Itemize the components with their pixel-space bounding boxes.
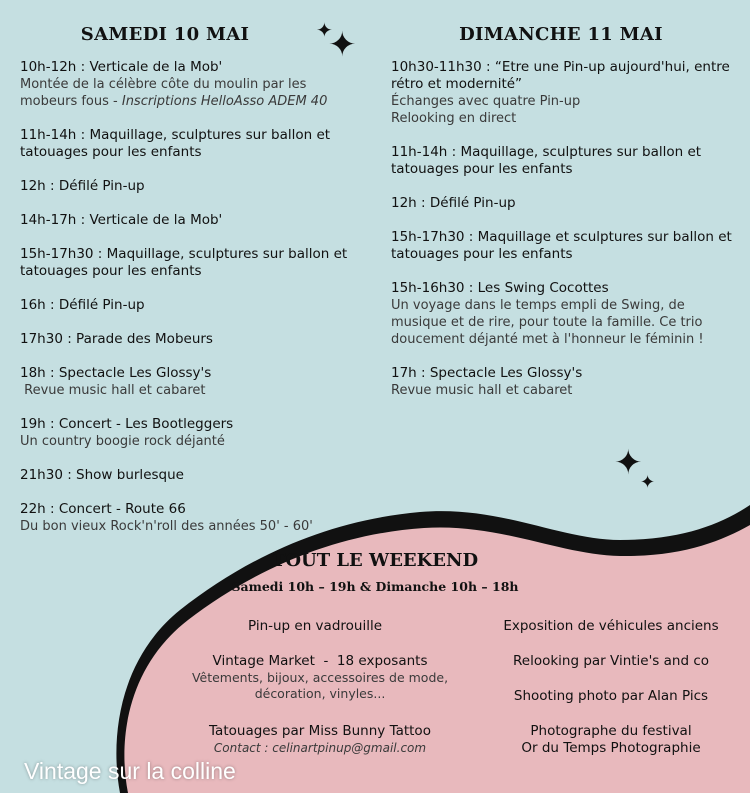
saturday-event <box>20 297 350 314</box>
saturday-event <box>20 467 350 484</box>
saturday-event <box>20 212 350 229</box>
sunday-event <box>391 280 741 348</box>
weekend-item-title: Relooking par Vintie's and co <box>512 653 710 669</box>
weekend-item <box>482 688 740 705</box>
event-title: 19h : Concert - Les Bootleggers <box>20 416 234 432</box>
saturday-event <box>20 246 350 280</box>
weekend-item <box>180 653 460 702</box>
sparkle-icon: ✦ <box>316 18 333 42</box>
sparkle-icon: ✦ <box>614 443 643 483</box>
event-desc: Revue music hall et cabaret <box>391 383 573 398</box>
weekend-item-title: Exposition de véhicules anciens <box>503 618 719 634</box>
event-desc: Montée de la célèbre côte du moulin par les mobeurs fous - Inscriptions HelloAsso ADEM 40 <box>20 77 328 109</box>
watermark-text: Vintage sur la colline <box>24 758 236 784</box>
sunday-heading: DIMANCHE 11 MAI <box>459 24 663 45</box>
event-title: 11h-14h : Maquillage, sculptures sur ballon et tatouages pour les enfants <box>391 144 702 177</box>
saturday-event <box>20 127 350 161</box>
event-title: 12h : Défilé Pin-up <box>391 195 516 211</box>
weekend-item-title: Vintage Market - 18 exposants <box>212 653 428 669</box>
weekend-item <box>190 618 440 635</box>
event-title: 21h30 : Show burlesque <box>20 467 184 483</box>
weekend-item-contact: Contact : celinartpinup@gmail.com <box>213 741 427 755</box>
sunday-event <box>391 229 741 263</box>
weekend-item-title: Pin-up en vadrouille <box>247 618 383 634</box>
event-title: 16h : Défilé Pin-up <box>20 297 145 313</box>
event-title: 17h : Spectacle Les Glossy's <box>391 365 583 381</box>
saturday-column <box>20 24 350 552</box>
weekend-section <box>190 550 750 594</box>
saturday-event <box>20 501 350 535</box>
event-desc: Échanges avec quatre Pin-up <box>391 94 581 109</box>
event-title: 22h : Concert - Route 66 <box>20 501 186 517</box>
sparkle-icon: ✦ <box>640 472 656 493</box>
event-desc: Du bon vieux Rock'n'roll des années 50' - 60' <box>20 519 313 534</box>
weekend-item-title: Tatouages par Miss Bunny Tattoo <box>209 723 431 739</box>
event-desc: Relooking en direct <box>391 111 517 126</box>
event-desc: Revue music hall et cabaret <box>20 383 206 398</box>
event-title: 15h-17h30 : Maquillage, sculptures sur ballon et tatouages pour les enfants <box>20 246 348 279</box>
sunday-event <box>391 195 741 212</box>
weekend-hours: Samedi 10h – 19h & Dimanche 10h – 18h <box>231 579 519 594</box>
weekend-item <box>482 618 740 635</box>
sunday-event <box>391 365 741 399</box>
event-title: 10h-12h : Verticale de la Mob' <box>20 59 223 75</box>
saturday-event <box>20 416 350 450</box>
saturday-event <box>20 59 350 110</box>
weekend-item-desc: Vêtements, bijoux, accessoires de mode, décoration, vinyles... <box>191 670 449 701</box>
saturday-event <box>20 178 350 195</box>
sparkle-icon: ✦ <box>328 25 357 65</box>
sunday-event <box>391 144 741 178</box>
sunday-event <box>391 59 741 127</box>
saturday-heading: SAMEDI 10 MAI <box>80 24 250 45</box>
event-title: 18h : Spectacle Les Glossy's <box>20 365 212 381</box>
saturday-event <box>20 365 350 399</box>
event-title: 10h30-11h30 : “Etre une Pin-up aujourd'hui, entre rétro et modernité” <box>391 59 730 92</box>
event-title: 15h-17h30 : Maquillage et sculptures sur ballon et tatouages pour les enfants <box>391 229 732 262</box>
event-title: 15h-16h30 : Les Swing Cocottes <box>391 280 609 296</box>
event-title: 14h-17h : Verticale de la Mob' <box>20 212 223 228</box>
saturday-event <box>20 331 350 348</box>
weekend-item <box>482 653 740 670</box>
event-title: 12h : Défilé Pin-up <box>20 178 145 194</box>
event-desc: Un country boogie rock déjanté <box>20 434 225 449</box>
event-title: 11h-14h : Maquillage, sculptures sur ballon et tatouages pour les enfants <box>20 127 331 160</box>
weekend-item-subtitle: Or du Temps Photographie <box>521 740 701 756</box>
event-title: 17h30 : Parade des Mobeurs <box>20 331 213 347</box>
weekend-heading: TOUT LE WEEKEND <box>271 550 479 571</box>
event-desc: Un voyage dans le temps empli de Swing, de musique et de rire, pour toute la famille. Ce trio doucement déjanté met à l'honneur le féminin ! <box>391 298 704 347</box>
weekend-item <box>180 723 460 756</box>
weekend-item-title: Shooting photo par Alan Pics <box>513 688 709 704</box>
weekend-item-title: Photographe du festival <box>530 723 692 739</box>
sunday-column <box>391 24 741 416</box>
weekend-item <box>482 723 740 757</box>
